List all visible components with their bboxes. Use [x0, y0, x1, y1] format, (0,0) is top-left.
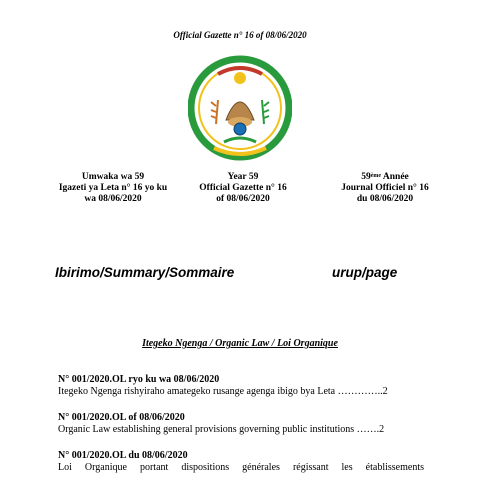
- toc-entry-number: N° 001/2020.OL ryo ku wa 08/06/2020: [58, 374, 220, 385]
- summary-title: Ibirimo/Summary/Sommaire: [55, 265, 235, 280]
- gazette-date-rw: wa 08/06/2020: [84, 194, 142, 204]
- gazette-date-en: of 08/06/2020: [216, 194, 270, 204]
- toc-entry-text: Itegeko Ngenga rishyiraho amategeko rusange agenga ibigo bya Leta …………..2: [58, 386, 388, 397]
- toc-entry-text: Loi Organique portant dispositions générales régissant les établissements: [58, 462, 424, 473]
- year-label-rw: Umwaka wa 59: [81, 172, 145, 182]
- english-edition-info: [180, 172, 306, 205]
- coat-of-arms-emblem: [188, 54, 292, 162]
- toc-entry-english[interactable]: [58, 412, 424, 436]
- toc-entry-number: N° 001/2020.OL du 08/06/2020: [58, 450, 188, 461]
- year-label-fr: 59ème Année: [361, 172, 409, 182]
- toc-entry-french[interactable]: [58, 450, 424, 474]
- french-edition-info: [320, 172, 450, 205]
- gazette-date-fr: du 08/06/2020: [356, 194, 414, 204]
- toc-entry-kinyarwanda[interactable]: [58, 374, 424, 398]
- toc-entry-number: N° 001/2020.OL of 08/06/2020: [58, 412, 185, 423]
- law-category-heading: Itegeko Ngenga / Organic Law / Loi Organique: [142, 338, 338, 349]
- page-column-label: urup/page: [332, 265, 398, 280]
- gazette-number-fr: Journal Officiel n° 16: [341, 183, 429, 193]
- year-label-en: Year 59: [227, 172, 259, 182]
- gazette-number-rw: Igazeti ya Leta n° 16 yo ku: [58, 183, 168, 193]
- gazette-number-en: Official Gazette n° 16: [199, 183, 287, 193]
- gazette-header: Official Gazette n° 16 of 08/06/2020: [173, 30, 307, 40]
- kinyarwanda-edition-info: [44, 172, 182, 205]
- toc-entry-text: Organic Law establishing general provisions governing public institutions …….2: [58, 424, 385, 435]
